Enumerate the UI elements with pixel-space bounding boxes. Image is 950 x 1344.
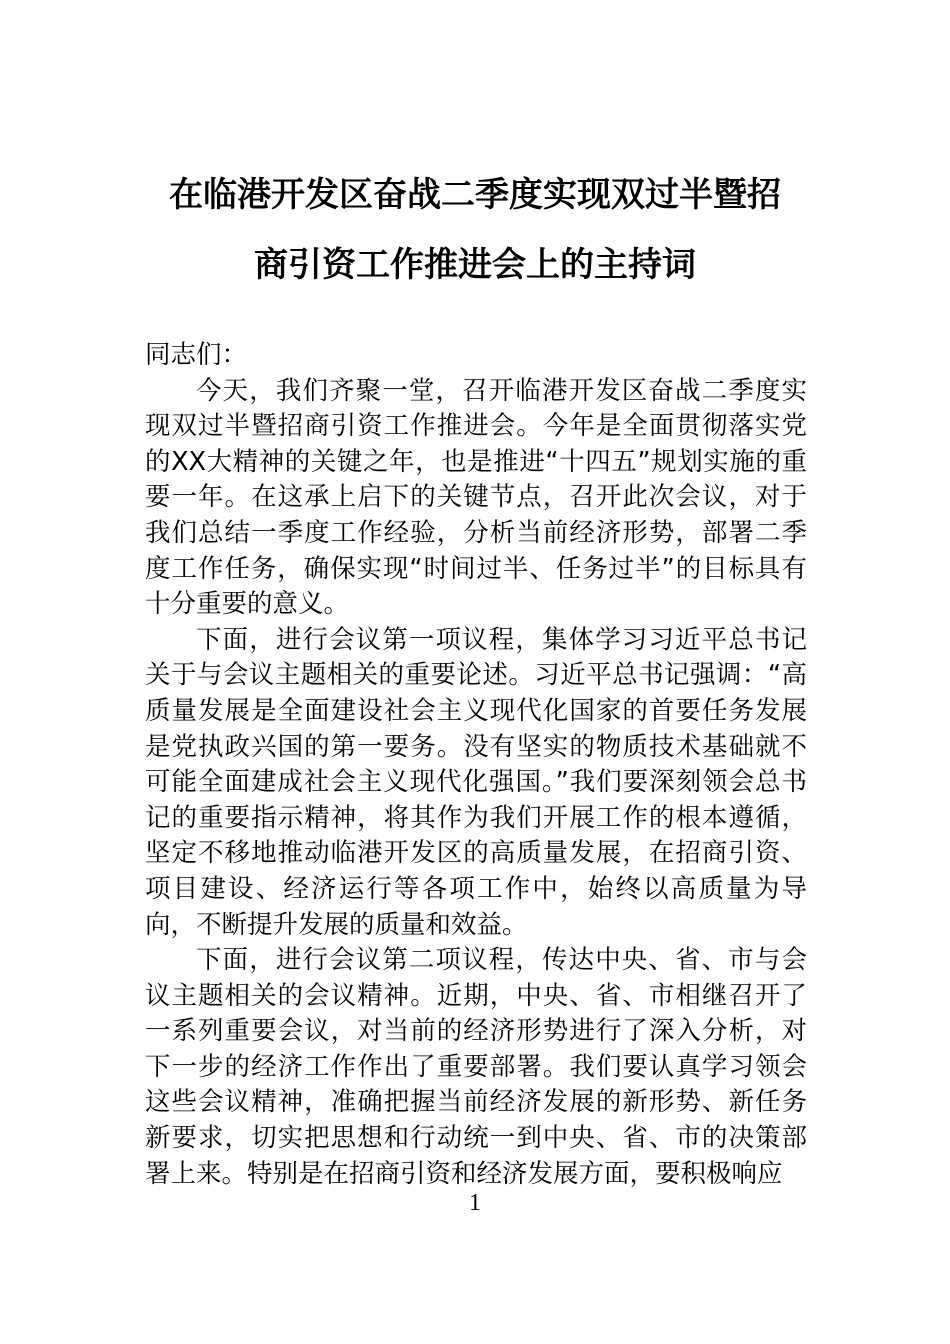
paragraph-opening: 今天，我们齐聚一堂，召开临港开发区奋战二季度实现双过半暨招商引资工作推进会。今年是全面贯彻落实党的XX大精神的关键之年，也是推进“十四五”规划实施的重要一年。在这承上启下的关键节点，召开此次会议，对于我们总结一季度工作经验，分析当前经济形势，部署二季度工作任务，确保实现“时间过半、任务过半”的目标具有十分重要的意义。 — [145, 375, 807, 620]
document-body — [145, 338, 807, 1192]
document-title-line-2: 商引资工作推进会上的主持词 — [254, 245, 696, 285]
page-number: 1 — [469, 1190, 481, 1216]
document-title-line-1: 在临港开发区奋战二季度实现双过半暨招 — [169, 175, 781, 215]
paragraph-agenda-1: 下面，进行会议第一项议程，集体学习习近平总书记关于与会议主题相关的重要论述。习近平总书记强调：“高质量发展是全面建设社会主义现代化国家的首要任务发展是党执政兴国的第一要务。没有坚实的物质技术基础就不可能全面建成社会主义现代化强国。”我们要深刻领会总书记的重要指示精神，将其作为我们开展工作的根本遵循，坚定不移地推动临港开发区的高质量发展，在招商引资、项目建设、经济运行等各项工作中，始终以高质量为导向，不断提升发展的质量和效益。 — [145, 624, 807, 940]
salutation: 同志们： — [145, 340, 248, 370]
paragraph-agenda-2: 下面，进行会议第二项议程，传达中央、省、市与会议主题相关的会议精神。近期，中央、省、市相继召开了一系列重要会议，对当前的经济形势进行了深入分析，对下一步的经济工作作出了重要部署。我们要认真学习领会这些会议精神，准确把握当前经济发展的新形势、新任务新要求，切实把思想和行动统一到中央、省、市的决策部署上来。特别是在招商引资和经济发展方面，要积极响应 — [145, 945, 807, 1189]
